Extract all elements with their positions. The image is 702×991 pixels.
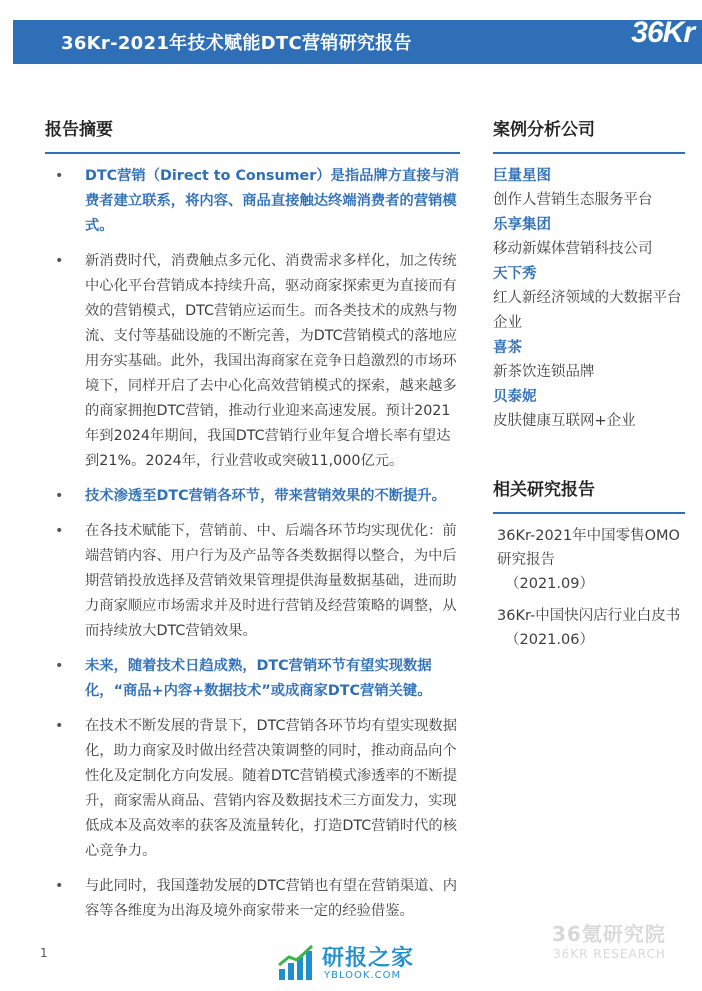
summary-item (45, 874, 460, 924)
related-report-date: （2021.06） (505, 632, 594, 648)
company-desc: 红人新经济领域的大数据平台企业 (493, 290, 682, 331)
company-name: 乐享集团 (493, 217, 551, 233)
bullet-icon: • (55, 523, 64, 539)
bullet-icon: • (55, 658, 64, 674)
company-name: 喜茶 (493, 340, 522, 356)
company-desc: 新茶饮连锁品牌 (493, 364, 595, 380)
bullet-icon: • (55, 488, 64, 504)
report-list (493, 524, 685, 652)
summary-item-text: 与此同时，我国蓬勃发展的DTC营销也有望在营销渠道、内容等各维度为出海及境外商家带来一定的经验借鉴。 (85, 878, 458, 919)
related-report-date: （2021.09） (505, 576, 594, 592)
company-desc: 皮肤健康互联网+企业 (493, 413, 636, 429)
header-bar (13, 16, 702, 64)
related-report (497, 524, 685, 596)
related-report-title: 36Kr-中国快闪店行业白皮书 (497, 608, 681, 624)
summary-item (45, 249, 460, 474)
cases-heading: 案例分析公司 (493, 120, 595, 140)
summary-item-text: 在各技术赋能下，营销前、中、后端各环节均实现优化：前端营销内容、用户行为及产品等各类数据得以整合，为中后期营销投放选择及营销效果管理提供海量数据基础，进而助力商家顺应市场需求并及时进行营销及经营策略的调整，从而持续放大DTC营销效果。 (85, 523, 457, 639)
company-desc: 移动新媒体营销科技公司 (493, 241, 653, 257)
sidebar (493, 118, 685, 660)
page-number: 1 (40, 946, 48, 960)
summary-section (45, 118, 460, 934)
summary-item (45, 164, 460, 239)
company-desc: 创作人营销生态服务平台 (493, 192, 653, 208)
reports-heading-rule (493, 512, 685, 514)
summary-list (45, 164, 460, 924)
company-list (493, 164, 685, 434)
yblook-logo-icon (276, 943, 316, 983)
bullet-icon: • (55, 718, 64, 734)
summary-heading-rule (45, 152, 460, 154)
company-name: 天下秀 (493, 266, 537, 282)
bullet-icon: • (55, 878, 64, 894)
research-watermark (552, 918, 666, 961)
summary-item (45, 714, 460, 864)
reports-heading: 相关研究报告 (493, 480, 595, 500)
company-name: 贝泰妮 (493, 389, 537, 405)
summary-heading: 报告摘要 (45, 120, 113, 140)
bullet-icon: • (55, 253, 64, 269)
summary-item-text: DTC营销（Direct to Consumer）是指品牌方直接与消费者建立联系，将内容、商品直接触达终端消费者的营销模式。 (85, 168, 460, 234)
related-report (497, 604, 685, 652)
summary-item-text: 新消费时代，消费触点多元化、消费需求多样化，加之传统中心化平台营销成本持续升高，驱动商家探索更为直接而有效的营销模式，DTC营销应运而生。而各类技术的成熟与物流、支付等基础设施的不断完善，为DTC营销模式的落地应用夯实基础。此外，我国出海商家在竞争日趋激烈的市场环境下，同样开启了去中心化高效营销模式的探索，越来越多的商家拥抱DTC营销，推动行业迎来高速发展。预计2021年到2024年期间，我国DTC营销行业年复合增长率有望达到21%。2024年，行业营收或突破11,000亿元。 (85, 253, 458, 469)
summary-item-text: 未来，随着技术日趋成熟，DTC营销环节有望实现数据化，“商品+内容+数据技术”或成商家DTC营销关键。 (85, 658, 432, 699)
summary-item (45, 519, 460, 644)
company-name: 巨量星图 (493, 168, 551, 184)
cases-heading-rule (493, 152, 685, 154)
summary-item-text: 在技术不断发展的背景下，DTC营销各环节均有望实现数据化，助力商家及时做出经营决策调整的同时，推动商品向个性化及定制化方向发展。随着DTC营销模式渗透率的不断提升，商家需从商品、营销内容及数据技术三方面发力，实现低成本及高效率的获客及流量转化，打造DTC营销时代的核心竞争力。 (85, 718, 458, 859)
report-title: 36Kr-2021年技术赋能DTC营销研究报告 (61, 33, 412, 54)
research-watermark-cn: 36氪研究院 (552, 922, 666, 946)
summary-item (45, 654, 460, 704)
summary-item-text: 技术渗透至DTC营销各环节，带来营销效果的不断提升。 (85, 488, 446, 504)
bullet-icon: • (55, 168, 64, 184)
yblook-name: 研报之家 (322, 946, 415, 971)
yblook-watermark (276, 943, 456, 987)
summary-item (45, 484, 460, 509)
research-watermark-en: 36KR RESEARCH (553, 947, 666, 961)
yblook-url: YBLOOK.COM (324, 970, 402, 981)
36kr-logo: 36Kr (631, 16, 694, 49)
related-report-title: 36Kr-2021年中国零售OMO研究报告 (497, 528, 680, 568)
